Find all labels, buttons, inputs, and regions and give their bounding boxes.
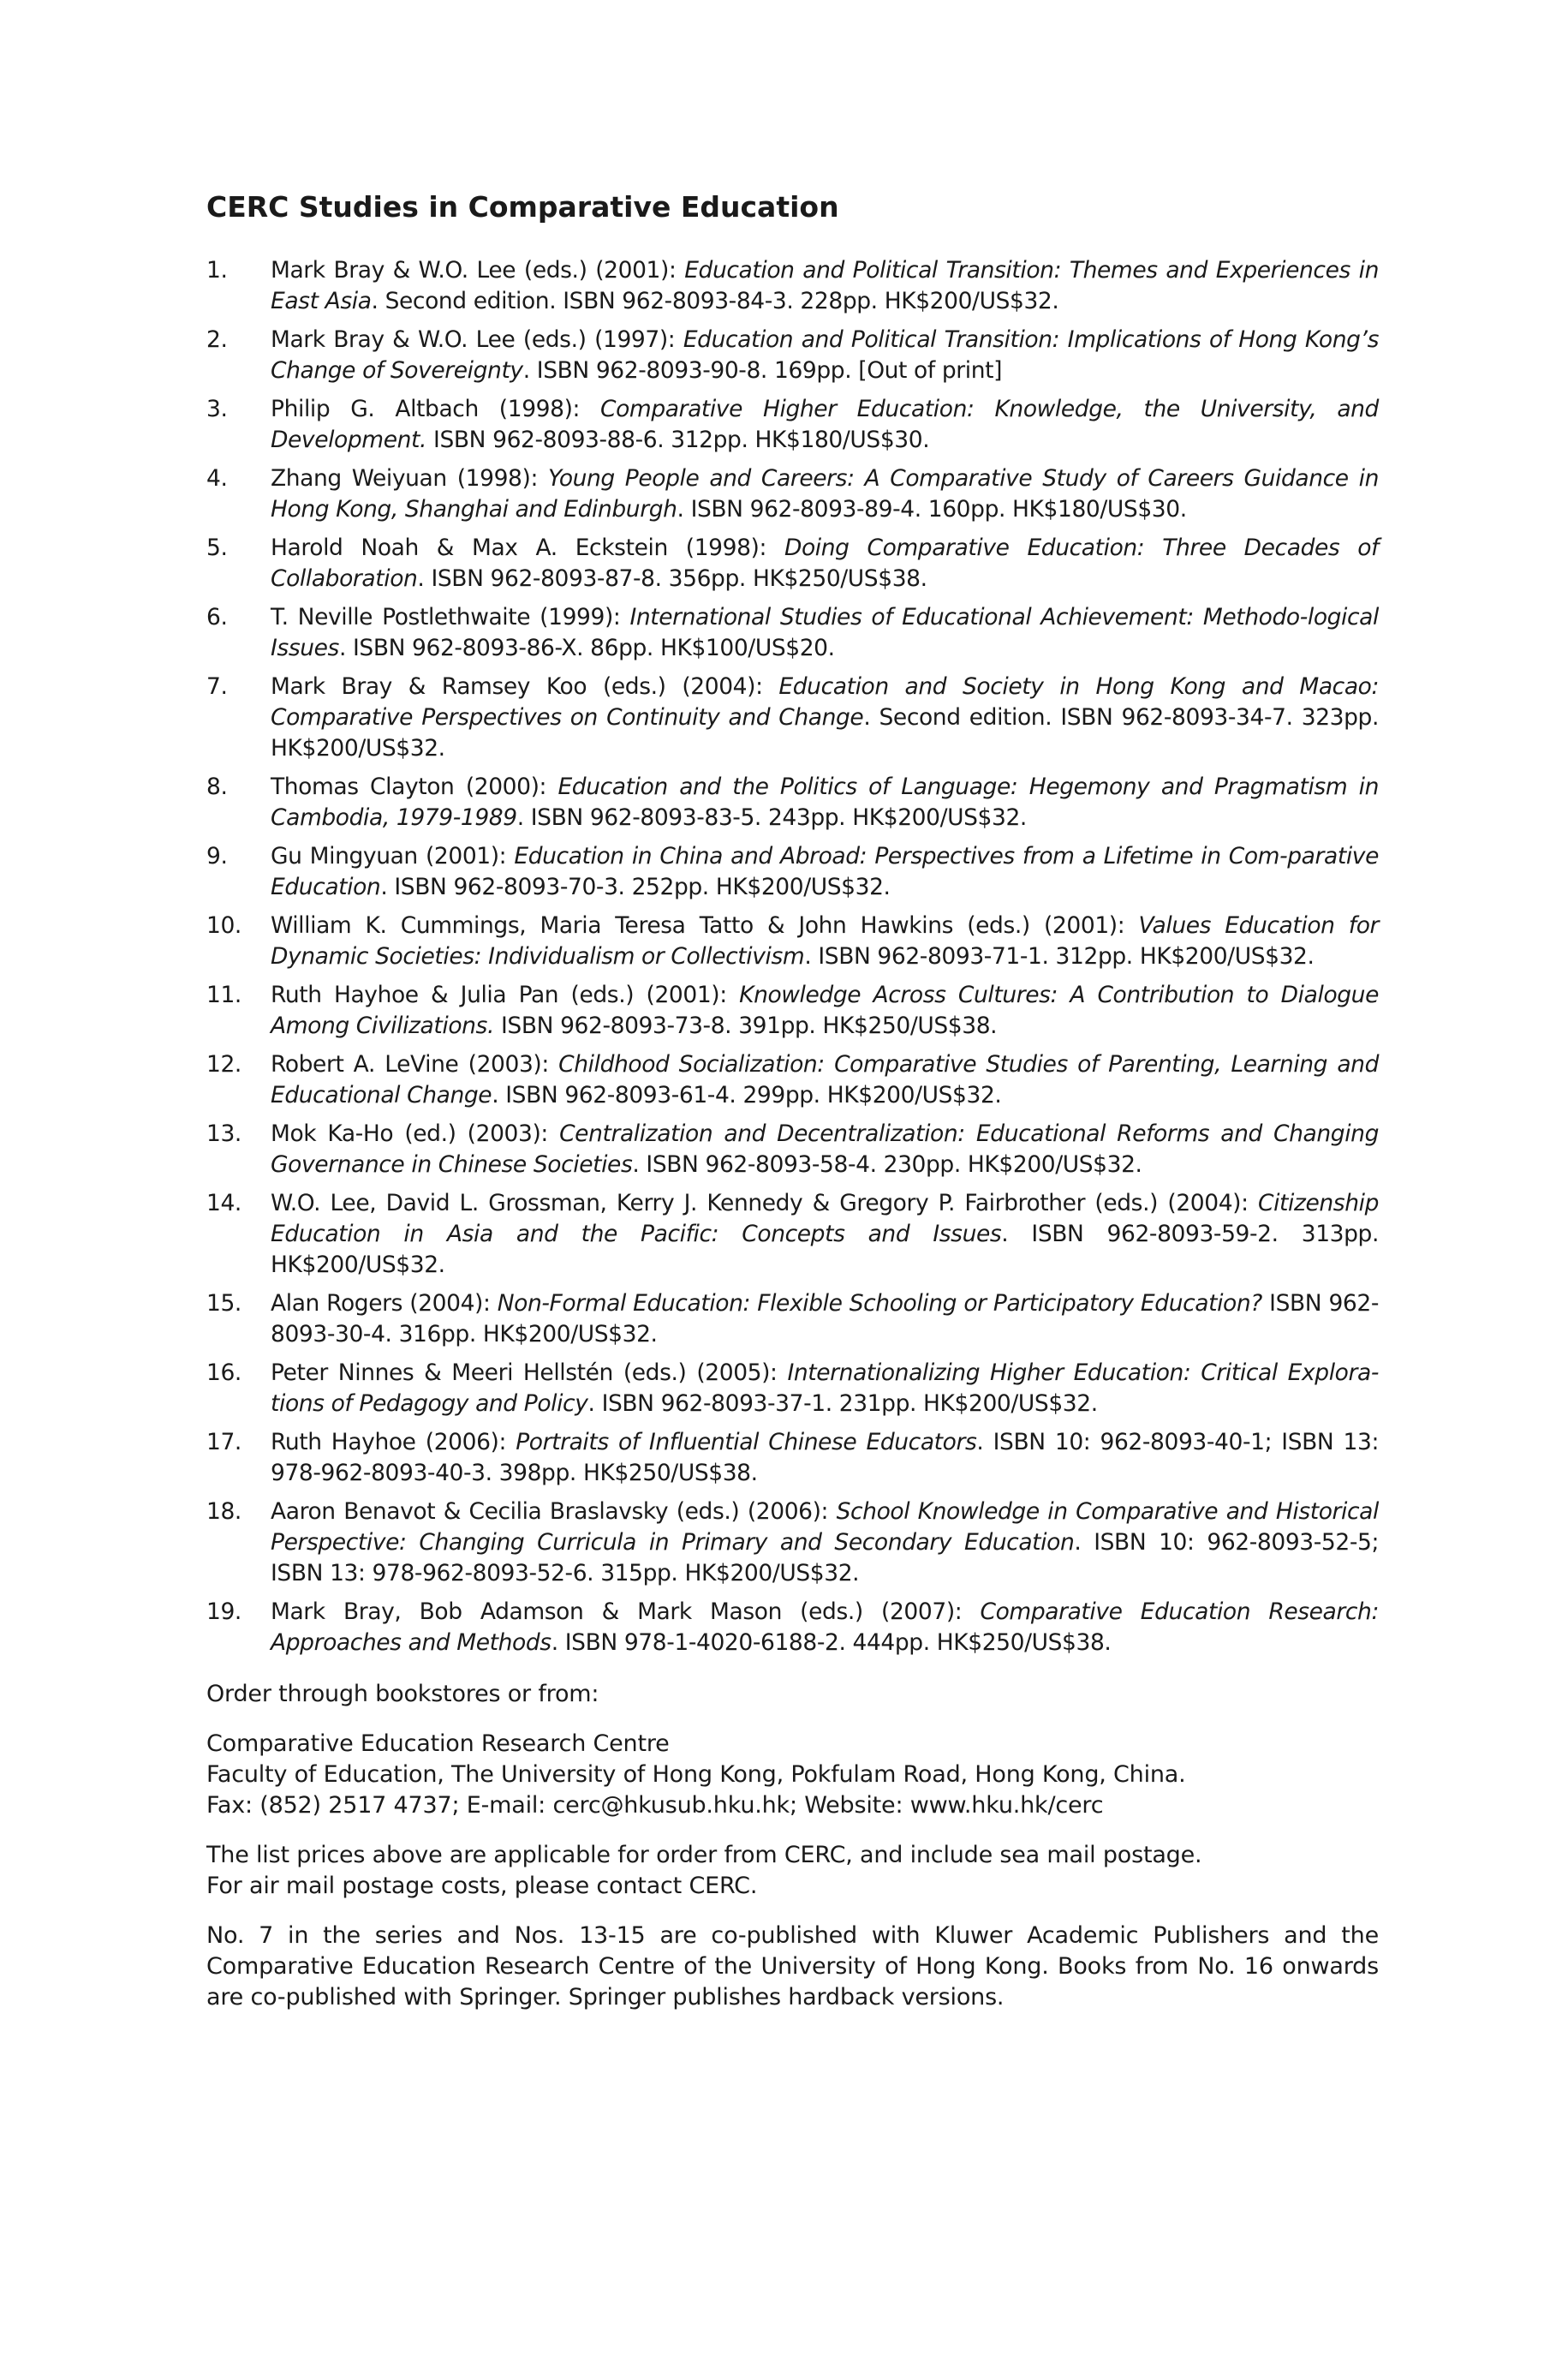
book-number: 5.: [206, 534, 228, 561]
series-title: CERC Studies in Comparative Education: [206, 190, 839, 224]
book-number: 11.: [206, 981, 241, 1008]
book-authors: Peter Ninnes & Meeri Hellstén (eds.) (2005):: [271, 1359, 788, 1386]
book-number: 16.: [206, 1359, 241, 1386]
book-title: Doing Comparative Education: Three Decades of Collaboration: [271, 534, 1379, 592]
book-details: . Second edition. ISBN 962-8093-34-7. 323pp. HK$200/US$32.: [271, 703, 1379, 762]
contact-line-centre: Comparative Education Research Centre: [206, 1730, 670, 1757]
book-number: 12.: [206, 1050, 241, 1078]
book-number: 19.: [206, 1598, 241, 1625]
book-details: . ISBN 962-8093-89-4. 160pp. HK$180/US$30.: [677, 495, 1187, 523]
book-number: 8.: [206, 773, 228, 800]
price-note: [206, 1840, 1379, 1902]
book-entry: [206, 672, 1379, 764]
book-title: Knowledge Across Cultures: A Contribution to Dialogue Among Civilizations.: [271, 981, 1379, 1039]
book-entry: [206, 463, 1379, 525]
book-title: Non-Formal Education: Flexible Schooling or Participatory Education?: [497, 1289, 1262, 1317]
book-entry: [206, 1119, 1379, 1180]
book-entry: [206, 325, 1379, 386]
book-title: International Studies of Educational Achievement: Methodo-logical Issues: [271, 603, 1379, 661]
book-authors: Mark Bray, Bob Adamson & Mark Mason (eds.) (2007):: [271, 1598, 981, 1625]
book-citation: [271, 394, 1379, 456]
book-authors: Alan Rogers (2004):: [271, 1289, 498, 1317]
book-entry: [206, 772, 1379, 833]
book-details: ISBN 962-8093-73-8. 391pp. HK$250/US$38.: [493, 1012, 998, 1039]
book-entry: [206, 1188, 1379, 1281]
book-citation: [271, 325, 1379, 386]
book-authors: Gu Mingyuan (2001):: [271, 842, 515, 869]
book-citation: [271, 463, 1379, 525]
book-title: Childhood Socialization: Comparative Studies of Parenting, Learning and Educational Change: [271, 1050, 1379, 1108]
book-title: Values Education for Dynamic Societies: Individualism or Collectivism: [271, 911, 1379, 970]
book-entry: [206, 1288, 1379, 1350]
book-details: . ISBN 978-1-4020-6188-2. 444pp. HK$250/US$38.: [551, 1628, 1112, 1656]
book-citation: [271, 772, 1379, 833]
book-title: Centralization and Decentralization: Educational Reforms and Changing Governance in Chinese Societies: [271, 1120, 1379, 1178]
book-title: Citizenship Education in Asia and the Pacific: Concepts and Issues: [271, 1189, 1379, 1247]
book-citation: [271, 1597, 1379, 1658]
book-citation: [271, 255, 1379, 317]
book-citation: [271, 1119, 1379, 1180]
book-number: 6.: [206, 603, 228, 630]
book-entry: [206, 255, 1379, 317]
book-entry: [206, 1497, 1379, 1589]
book-citation: [271, 602, 1379, 664]
book-authors: Ruth Hayhoe (2006):: [271, 1428, 516, 1455]
book-details: . ISBN 962-8093-87-8. 356pp. HK$250/US$38.: [417, 565, 927, 592]
book-title: School Knowledge in Comparative and Historical Perspective: Changing Curricula in Primary and Secondary Education: [271, 1497, 1379, 1556]
book-title: Comparative Education Research: Approaches and Methods: [271, 1598, 1379, 1656]
book-citation: [271, 1497, 1379, 1589]
ordering-info: [206, 1679, 1379, 2013]
book-authors: Mark Bray & W.O. Lee (eds.) (2001):: [271, 256, 685, 284]
book-authors: Zhang Weiyuan (1998):: [271, 464, 548, 492]
book-number: 10.: [206, 911, 241, 939]
book-entry: [206, 980, 1379, 1042]
book-title: Education and Political Transition: Themes and Experiences in East Asia: [271, 256, 1379, 314]
book-number: 18.: [206, 1497, 241, 1525]
book-title: Comparative Higher Education: Knowledge, the University, and Development.: [271, 395, 1379, 453]
book-citation: [271, 1049, 1379, 1111]
book-entry: [206, 841, 1379, 903]
price-line-air-mail: For air mail postage costs, please contact CERC.: [206, 1872, 758, 1899]
book-number: 7.: [206, 672, 228, 700]
book-details: . ISBN 962-8093-83-5. 243pp. HK$200/US$32.: [516, 804, 1027, 831]
book-number: 1.: [206, 256, 228, 284]
book-entry: [206, 1358, 1379, 1419]
book-title: Education in China and Abroad: Perspectives from a Lifetime in Com-parative Education: [271, 842, 1379, 900]
book-list: [206, 255, 1379, 1658]
book-authors: Mark Bray & W.O. Lee (eds.) (1997):: [271, 326, 683, 353]
contact-line-address: Faculty of Education, The University of Hong Kong, Pokfulam Road, Hong Kong, China.: [206, 1760, 1186, 1788]
book-title: Internationalizing Higher Education: Critical Explora-tions of Pedagogy and Policy: [271, 1359, 1379, 1417]
book-entry: [206, 533, 1379, 594]
price-line-sea-mail: The list prices above are applicable for order from CERC, and include sea mail postage.: [206, 1841, 1202, 1868]
book-authors: Thomas Clayton (2000):: [271, 773, 558, 800]
book-details: . ISBN 10: 962-8093-52-5; ISBN 13: 978-962-8093-52-6. 315pp. HK$200/US$32.: [271, 1528, 1379, 1586]
book-authors: Harold Noah & Max A. Eckstein (1998):: [271, 534, 784, 561]
book-authors: Robert A. LeVine (2003):: [271, 1050, 559, 1078]
book-authors: Mok Ka-Ho (ed.) (2003):: [271, 1120, 560, 1147]
book-title: Education and Political Transition: Implications of Hong Kong’s Change of Sovereignty: [271, 326, 1379, 384]
book-details: . Second edition. ISBN 962-8093-84-3. 228pp. HK$200/US$32.: [371, 287, 1059, 314]
book-details: . ISBN 962-8093-70-3. 252pp. HK$200/US$32.: [380, 873, 891, 900]
book-citation: [271, 980, 1379, 1042]
book-number: 13.: [206, 1120, 241, 1147]
book-details: . ISBN 962-8093-90-8. 169pp. [Out of print]: [522, 356, 1003, 384]
book-details: . ISBN 962-8093-58-4. 230pp. HK$200/US$32.: [632, 1150, 1142, 1178]
book-number: 9.: [206, 842, 228, 869]
book-citation: [271, 672, 1379, 764]
book-citation: [271, 841, 1379, 903]
book-entry: [206, 602, 1379, 664]
book-details: ISBN 962-8093-88-6. 312pp. HK$180/US$30.: [426, 426, 930, 453]
book-title: Education and Society in Hong Kong and Macao: Comparative Perspectives on Continuity and Change: [271, 672, 1380, 731]
document-page: [206, 190, 1379, 2032]
book-title: Young People and Careers: A Comparative Study of Careers Guidance in Hong Kong, Shanghai and Edinburgh: [271, 464, 1380, 523]
book-authors: William K. Cummings, Maria Teresa Tatto & John Hawkins (eds.) (2001):: [271, 911, 1139, 939]
book-authors: W.O. Lee, David L. Grossman, Kerry J. Kennedy & Gregory P. Fairbrother (eds.) (2004):: [271, 1189, 1258, 1216]
contact-line-fax-email: Fax: (852) 2517 4737; E-mail: cerc@hkusub.hku.hk; Website: www.hku.hk/cerc: [206, 1791, 1104, 1819]
book-entry: [206, 394, 1379, 456]
copublish-note: No. 7 in the series and Nos. 13-15 are co-published with Kluwer Academic Publishers and the Comparative Education Research Centre of the University of Hong Kong. Books from No. 16 onwards are co-published with Springer. Springer publishes hardback versions.: [206, 1921, 1379, 2011]
book-number: 14.: [206, 1189, 241, 1216]
book-details: . ISBN 962-8093-61-4. 299pp. HK$200/US$32.: [492, 1081, 1002, 1108]
book-title: Portraits of Influential Chinese Educators: [516, 1428, 977, 1455]
book-citation: [271, 911, 1379, 972]
contact-address: [206, 1729, 1379, 1821]
book-authors: Philip G. Altbach (1998):: [271, 395, 600, 422]
book-entry: [206, 1597, 1379, 1658]
book-entry: [206, 911, 1379, 972]
book-details: . ISBN 962-8093-86-X. 86pp. HK$100/US$20.: [338, 634, 835, 661]
book-details: . ISBN 962-8093-71-1. 312pp. HK$200/US$32.: [804, 942, 1315, 970]
book-title: Education and the Politics of Language: Hegemony and Pragmatism in Cambodia, 1979-1989: [271, 773, 1379, 831]
book-details: . ISBN 962-8093-59-2. 313pp. HK$200/US$32.: [271, 1220, 1379, 1278]
book-number: 2.: [206, 326, 228, 353]
order-intro: Order through bookstores or from:: [206, 1680, 599, 1707]
book-number: 3.: [206, 395, 228, 422]
book-citation: [271, 533, 1379, 594]
book-number: 17.: [206, 1428, 241, 1455]
book-authors: T. Neville Postlethwaite (1999):: [271, 603, 630, 630]
book-citation: [271, 1358, 1379, 1419]
book-citation: [271, 1427, 1379, 1489]
book-entry: [206, 1427, 1379, 1489]
book-citation: [271, 1288, 1379, 1350]
book-number: 15.: [206, 1289, 241, 1317]
book-authors: Aaron Benavot & Cecilia Braslavsky (eds.) (2006):: [271, 1497, 837, 1525]
book-entry: [206, 1049, 1379, 1111]
book-number: 4.: [206, 464, 228, 492]
book-details: . ISBN 962-8093-37-1. 231pp. HK$200/US$32.: [587, 1389, 1098, 1417]
book-details: ISBN 962-8093-30-4. 316pp. HK$200/US$32.: [271, 1289, 1379, 1347]
book-authors: Ruth Hayhoe & Julia Pan (eds.) (2001):: [271, 981, 740, 1008]
book-citation: [271, 1188, 1379, 1281]
book-authors: Mark Bray & Ramsey Koo (eds.) (2004):: [271, 672, 779, 700]
book-details: . ISBN 10: 962-8093-40-1; ISBN 13: 978-962-8093-40-3. 398pp. HK$250/US$38.: [271, 1428, 1379, 1486]
